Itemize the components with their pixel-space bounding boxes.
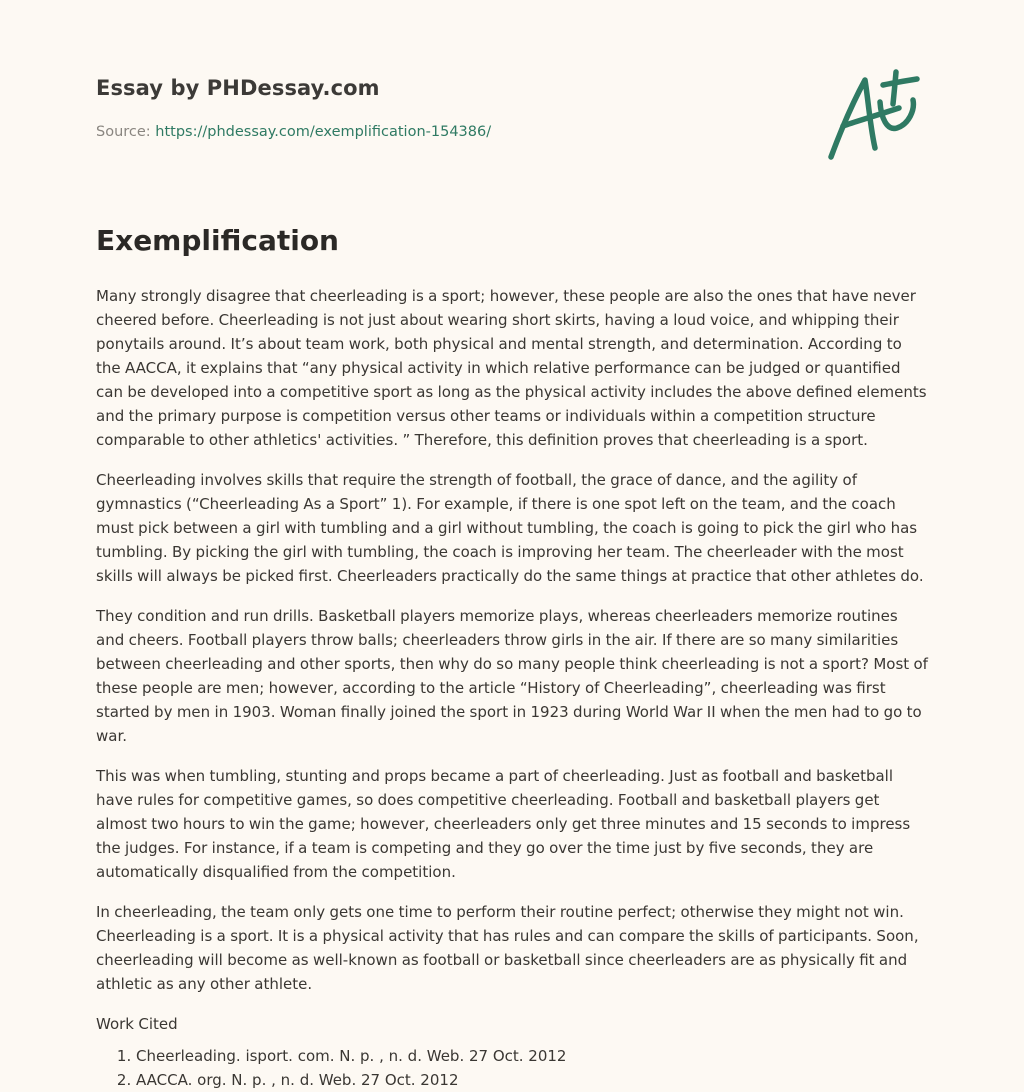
a-plus-logo-icon — [825, 68, 925, 164]
source-label: Source: — [96, 124, 156, 140]
works-cited-item: 1. Cheerleading. isport. com. N. p. , n. d. Web. 27 Oct. 2012 — [136, 1044, 930, 1068]
essay-body — [96, 284, 930, 1092]
paragraph-4: This was when tumbling, stunting and props became a part of cheerleading. Just as football and basketball have rules for competitive games, so does competitive cheerleading. Football and basketball players get almost two hours to win the game; however, cheerleaders only get three minutes and 15 seconds to impress the judges. For instance, if a team is competing and they go over the time just by five seconds, they are automatically disqualified from the competition. — [96, 767, 911, 881]
works-cited-item: 2. AACCA. org. N. p. , n. d. Web. 27 Oct. 2012 — [136, 1068, 930, 1092]
paragraph-1: Many strongly disagree that cheerleading is a sport; however, these people are also the ones that have never cheered before. Cheerleading is not just about wearing short skirts, having a loud voice, and whipping their ponytails around. It’s about team work, both physical and mental strength, and determination. According to the AACCA, it explains that “any physical activity in which relative performance can be judged or quantified can be developed into a competitive sport as long as the physical activity includes the above defined elements and the primary purpose is competition versus other teams or individuals within a competition structure comparable to other athletics' activities. ” Therefore, this definition proves that cheerleading is a sport. — [96, 287, 927, 449]
source-line — [96, 124, 491, 140]
paragraph-5: In cheerleading, the team only gets one time to perform their routine perfect; otherwise they might not win. Cheerleading is a sport. It is a physical activity that has rules and can compare the skills of participants. Soon, cheerleading will become as well-known as football or basketball since cheerleaders are as physically fit and athletic as any other athlete. — [96, 903, 919, 993]
source-link[interactable]: https://phdessay.com/exemplification-154386/ — [155, 124, 492, 140]
works-cited-list — [96, 1044, 930, 1092]
site-brand: Essay by PHDessay.com — [96, 76, 380, 100]
paragraph-3: They condition and run drills. Basketball players memorize plays, whereas cheerleaders memorize routines and cheers. Football players throw balls; cheerleaders throw girls in the air. If there are so many similarities between cheerleading and other sports, then why do so many people think cheerleading is not a sport? Most of these people are men; however, according to the article “History of Cheerleading”, cheerleading was first started by men in 1903. Woman finally joined the sport in 1923 during World War II when the men had to go to war. — [96, 607, 928, 745]
essay-title: Exemplification — [96, 224, 339, 257]
paragraph-2: Cheerleading involves skills that require the strength of football, the grace of dance, and the agility of gymnastics (“Cheerleading As a Sport” 1). For example, if there is one spot left on the team, and the coach must pick between a girl with tumbling and a girl without tumbling, the coach is going to pick the girl who has tumbling. By picking the girl with tumbling, the coach is improving her team. The cheerleader with the most skills will always be picked first. Cheerleaders practically do the same things at practice that other athletes do. — [96, 471, 924, 585]
works-cited-heading: Work Cited — [96, 1015, 178, 1033]
